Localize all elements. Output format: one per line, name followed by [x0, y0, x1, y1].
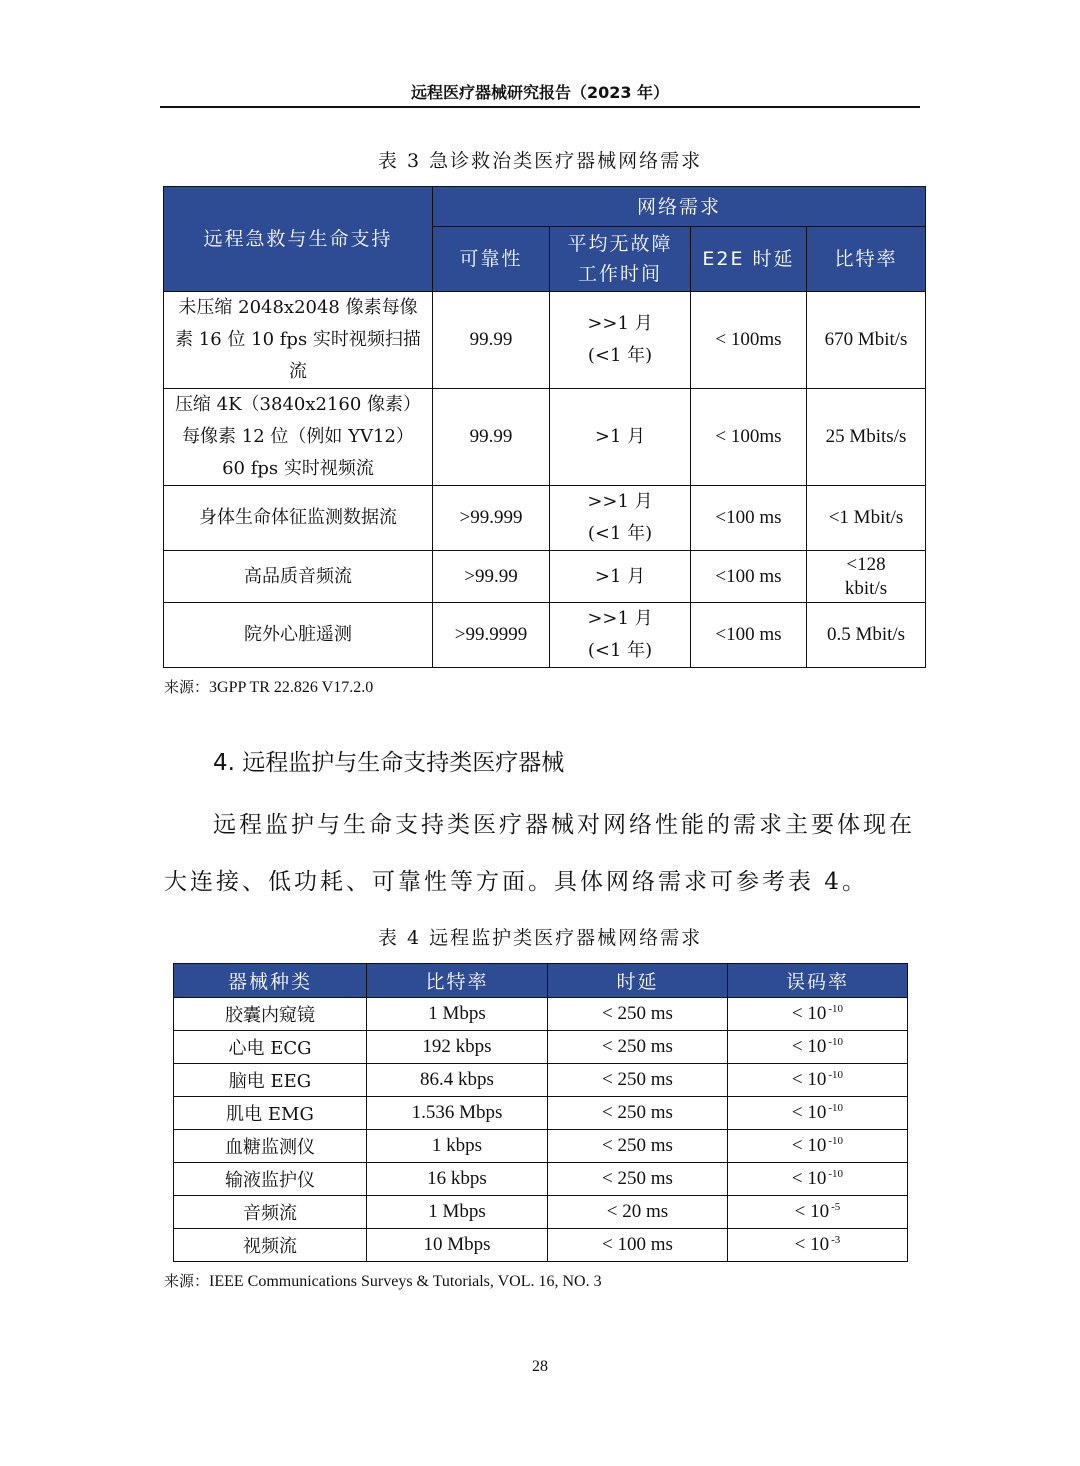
table4-cell-type: 心电 ECG: [174, 1031, 367, 1064]
table-row: [174, 998, 908, 1031]
ber-base: < 10: [791, 1036, 827, 1057]
table4-cell-ber: [728, 1064, 908, 1097]
table3-cell-name: 压缩 4K（3840x2160 像素）每像素 12 位（例如 YV12）60 fps 实时视频流: [164, 389, 433, 486]
table4-cell-ber: [728, 1229, 908, 1262]
table-row: [174, 1064, 908, 1097]
table4-cell-type: 视频流: [174, 1229, 367, 1262]
table4-cell-bitrate: 1.536 Mbps: [367, 1097, 548, 1130]
table-row: [164, 551, 926, 603]
source-text: 3GPP TR 22.826 V17.2.0: [209, 679, 374, 696]
table-row: [164, 486, 926, 551]
table3-cell-reliability: 99.99: [433, 292, 550, 389]
ber-exponent: -10: [828, 1102, 844, 1114]
table3-col-bitrate: 比特率: [807, 227, 926, 292]
table4-cell-ber: [728, 1031, 908, 1064]
ber-base: < 10: [791, 1102, 827, 1123]
table3-col-reliability: 可靠性: [433, 227, 550, 292]
table4-cell-latency: < 250 ms: [548, 1130, 728, 1163]
table3-cell-mtbf: >1 月: [550, 389, 691, 486]
table4-col-latency: 时延: [548, 964, 728, 998]
table3-cell-latency: < 100ms: [691, 389, 807, 486]
table3-col-latency: E2E 时延: [691, 227, 807, 292]
table3-col0-header: 远程急救与生命支持: [164, 187, 433, 292]
table3-cell-latency: <100 ms: [691, 603, 807, 668]
table-row: [174, 1031, 908, 1064]
table3-cell-bitrate: <1 Mbit/s: [807, 486, 926, 551]
table4-cell-bitrate: 1 Mbps: [367, 998, 548, 1031]
table4-cell-latency: < 20 ms: [548, 1196, 728, 1229]
table4-cell-latency: < 250 ms: [548, 1163, 728, 1196]
table4-cell-bitrate: 192 kbps: [367, 1031, 548, 1064]
ber-exponent: -10: [828, 1135, 844, 1147]
ber-exponent: -10: [828, 1036, 844, 1048]
table4-col-bitrate: 比特率: [367, 964, 548, 998]
table4-cell-bitrate: 86.4 kbps: [367, 1064, 548, 1097]
table3-cell-reliability: >99.999: [433, 486, 550, 551]
table3-cell-mtbf: >>1 月 (<1 年): [550, 486, 691, 551]
table4-cell-ber: [728, 1130, 908, 1163]
table3-cell-latency: < 100ms: [691, 292, 807, 389]
table3-cell-bitrate: <128 kbit/s: [807, 551, 926, 603]
table3-cell-mtbf: >1 月: [550, 551, 691, 603]
paragraph-line-2: 大连接、低功耗、可靠性等方面。具体网络需求可参考表 4。: [164, 869, 868, 895]
ber-base: < 10: [794, 1201, 830, 1222]
table4-cell-latency: < 250 ms: [548, 1064, 728, 1097]
table3-source: [164, 676, 373, 697]
table3-col-mtbf: 平均无故障工作时间: [550, 227, 691, 292]
table4-cell-type: 脑电 EEG: [174, 1064, 367, 1097]
table3: [163, 186, 926, 668]
table4-cell-type: 音频流: [174, 1196, 367, 1229]
table3-cell-latency: <100 ms: [691, 551, 807, 603]
source-text: IEEE Communications Surveys & Tutorials, VOL. 16, NO. 3: [209, 1273, 602, 1290]
ber-base: < 10: [791, 1168, 827, 1189]
table4-cell-bitrate: 1 kbps: [367, 1130, 548, 1163]
table4-cell-latency: < 250 ms: [548, 1097, 728, 1130]
table3-cell-name: 院外心脏遥测: [164, 603, 433, 668]
table3-caption: 表 3 急诊救治类医疗器械网络需求: [377, 150, 703, 172]
table4-caption: 表 4 远程监护类医疗器械网络需求: [377, 927, 703, 949]
ber-exponent: -5: [831, 1201, 841, 1213]
table-row: [164, 292, 926, 389]
ber-exponent: -10: [828, 1168, 844, 1180]
table3-cell-reliability: >99.99: [433, 551, 550, 603]
table-row: [174, 1130, 908, 1163]
ber-exponent: -10: [828, 1069, 844, 1081]
source-label: 来源：: [164, 1272, 210, 1290]
table4-source: [164, 1270, 602, 1291]
table4-cell-type: 血糖监测仪: [174, 1130, 367, 1163]
ber-exponent: -10: [828, 1003, 844, 1015]
table4-cell-latency: < 250 ms: [548, 1031, 728, 1064]
table4-cell-bitrate: 16 kbps: [367, 1163, 548, 1196]
table-row: [174, 1229, 908, 1262]
header-rule: [160, 106, 920, 108]
table3-cell-name: 高品质音频流: [164, 551, 433, 603]
table3-group-header: 网络需求: [433, 187, 926, 227]
table4-cell-ber: [728, 998, 908, 1031]
table3-cell-mtbf: >>1 月 (<1 年): [550, 292, 691, 389]
source-label: 来源：: [164, 678, 210, 696]
table3-cell-bitrate: 0.5 Mbit/s: [807, 603, 926, 668]
table4-cell-type: 输液监护仪: [174, 1163, 367, 1196]
table-row: [164, 603, 926, 668]
table4: [173, 963, 908, 1262]
table4-cell-latency: < 100 ms: [548, 1229, 728, 1262]
table4-cell-ber: [728, 1196, 908, 1229]
table3-cell-bitrate: 670 Mbit/s: [807, 292, 926, 389]
paragraph-line-1: 远程监护与生命支持类医疗器械对网络性能的需求主要体现在: [213, 812, 915, 838]
table4-cell-ber: [728, 1097, 908, 1130]
table3-cell-reliability: >99.9999: [433, 603, 550, 668]
table4-cell-bitrate: 10 Mbps: [367, 1229, 548, 1262]
table4-cell-type: 胶囊内窥镜: [174, 998, 367, 1031]
table3-cell-bitrate: 25 Mbits/s: [807, 389, 926, 486]
table4-col-type: 器械种类: [174, 964, 367, 998]
table-row: [164, 389, 926, 486]
table3-cell-mtbf: >>1 月 (<1 年): [550, 603, 691, 668]
ber-exponent: -3: [831, 1234, 841, 1246]
table4-cell-bitrate: 1 Mbps: [367, 1196, 548, 1229]
table3-cell-reliability: 99.99: [433, 389, 550, 486]
ber-base: < 10: [794, 1234, 830, 1255]
table-row: [174, 1097, 908, 1130]
table-row: [174, 1196, 908, 1229]
table3-cell-name: 身体生命体征监测数据流: [164, 486, 433, 551]
table4-cell-latency: < 250 ms: [548, 998, 728, 1031]
ber-base: < 10: [791, 1069, 827, 1090]
table3-cell-name: 未压缩 2048x2048 像素每像素 16 位 10 fps 实时视频扫描流: [164, 292, 433, 389]
table4-cell-type: 肌电 EMG: [174, 1097, 367, 1130]
table3-cell-latency: <100 ms: [691, 486, 807, 551]
table4-cell-ber: [728, 1163, 908, 1196]
table-row: [174, 1163, 908, 1196]
ber-base: < 10: [791, 1003, 827, 1024]
ber-base: < 10: [791, 1135, 827, 1156]
section-heading: 4. 远程监护与生命支持类医疗器械: [213, 750, 565, 776]
running-header: 远程医疗器械研究报告（2023 年）: [410, 83, 670, 102]
table4-col-ber: 误码率: [728, 964, 908, 998]
page-number: 28: [532, 1358, 548, 1375]
